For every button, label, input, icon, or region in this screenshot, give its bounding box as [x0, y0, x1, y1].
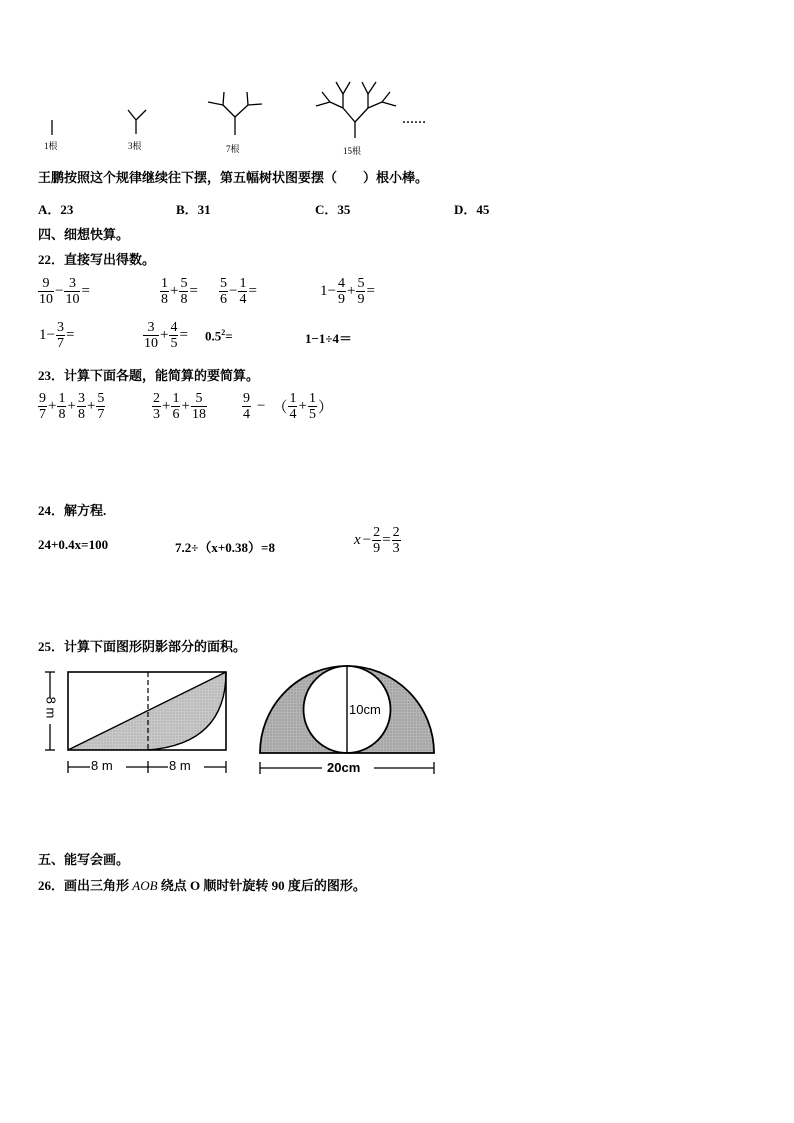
q25-fig2-diameter-label: 10cm: [349, 702, 381, 717]
q24-equation-3: x − $\frac{2}{9}$ = $\frac{2}{3}$: [354, 525, 400, 556]
q25-title: 25．计算下面图形阴影部分的面积。: [38, 639, 247, 654]
q21-option-a: A．23: [38, 202, 74, 217]
q24-equation-1: 24+0.4x=100: [38, 537, 109, 552]
q25-fig2-width-label: 20cm: [327, 760, 361, 775]
q23-title: 23．计算下面各题，能简算的要简算。: [38, 368, 260, 383]
q21-question: 王鹏按照这个规律继续往下摆，第五幅树状图要摆（ ）根小棒。: [38, 170, 429, 185]
tree-label-1: 1根: [44, 141, 58, 151]
q23-expr-2: $\frac{2}{3}$ + $\frac{1}{6}$ + $\frac{5}{18}$: [153, 391, 206, 422]
q25-fig1-width-right-label: 8 m: [169, 758, 191, 773]
q22-expr-1: $\frac{9}{10}$ − $\frac{3}{10}$ =: [39, 276, 90, 307]
q24-title: 24．解方程.: [38, 503, 107, 518]
q26-question: 26．画出三角形 AOB 绕点 O 顺时针旋转 90 度后的图形。: [38, 878, 366, 893]
q25-figure-rectangle: [38, 664, 238, 774]
q22-title: 22．直接写出得数。: [38, 252, 156, 267]
q23-expr-3: $\frac{9}{4}$ − （ $\frac{1}{4}$ + $\frac{1}{5}$ ）: [243, 391, 333, 422]
section-4-heading: 四、细想快算。: [38, 227, 130, 242]
tree-label-15: 15根: [343, 146, 362, 156]
section-5-heading: 五、能写会画。: [38, 852, 130, 867]
q22-expr-2: $\frac{1}{8}$ + $\frac{5}{8}$ =: [161, 276, 198, 307]
tree-pattern-figure: [30, 70, 450, 160]
q25-fig1-height-label: 8 m: [43, 696, 59, 719]
q22-expr-5: 1− $\frac{3}{7}$ =: [39, 320, 75, 351]
q22-expr-6: $\frac{3}{10}$ + $\frac{4}{5}$ =: [144, 320, 188, 351]
q25-fig1-width-left-label: 8 m: [91, 758, 113, 773]
q21-option-b: B．31: [176, 202, 211, 217]
q23-expr-1: $\frac{9}{7}$ + $\frac{1}{8}$ + $\frac{3}{8}$ + $\frac{5}{7}$: [39, 391, 105, 422]
q21-option-c: C．35: [315, 202, 351, 217]
q22-expr-3: $\frac{5}{6}$ − $\frac{1}{4}$ =: [220, 276, 257, 307]
q24-equation-2: 7.2÷（x+0.38）=8: [175, 540, 275, 555]
q22-expr-7: $0.5^2=$: [205, 328, 233, 344]
q22-expr-8: 1−1÷4＝: [305, 331, 353, 346]
tree-label-3: 3根: [128, 141, 142, 151]
tree-label-7: 7根: [226, 144, 240, 154]
q21-option-d: D．45: [454, 202, 490, 217]
tree-ellipsis: ……: [402, 112, 426, 126]
q22-expr-4: 1− $\frac{4}{9}$ + $\frac{5}{9}$ =: [320, 276, 375, 307]
